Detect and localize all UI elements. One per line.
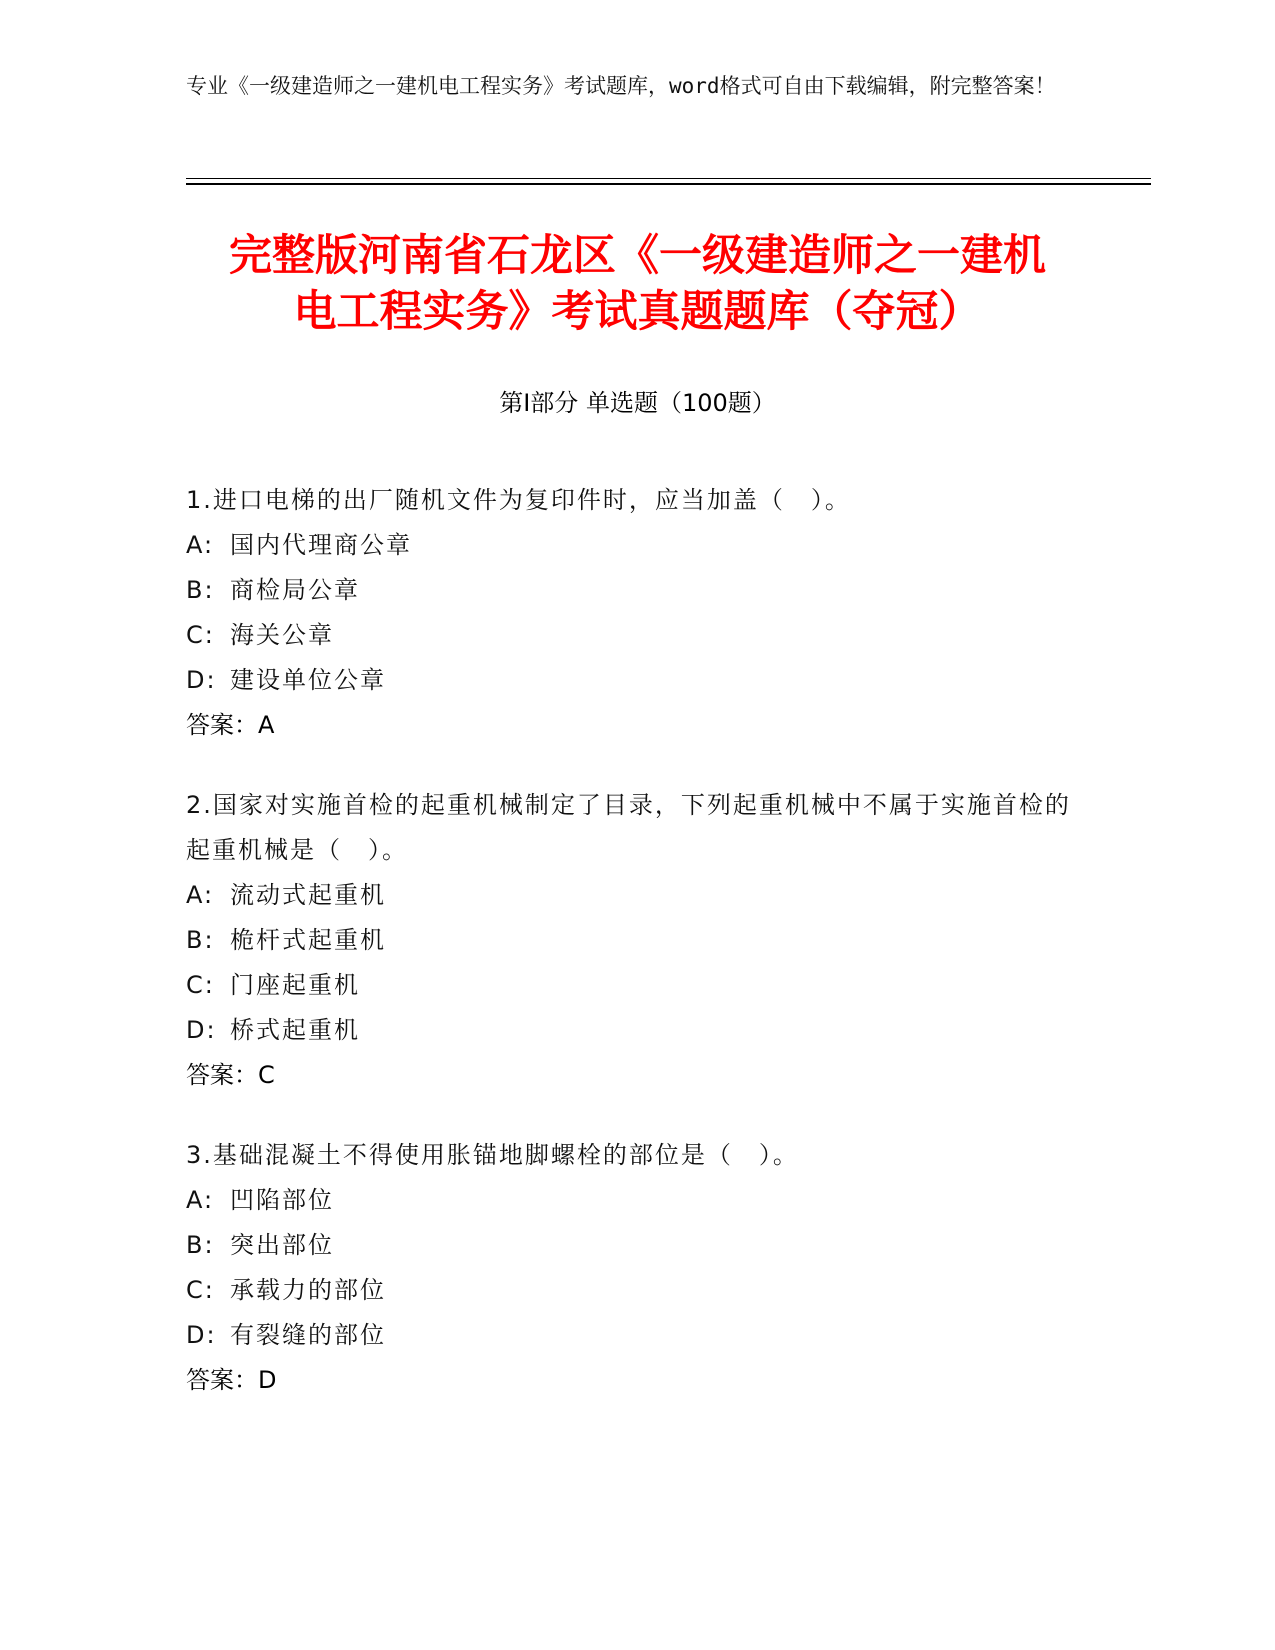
option-text: 海关公章	[230, 621, 334, 649]
question-option-b	[186, 568, 1086, 613]
option-text: 商检局公章	[230, 576, 360, 604]
header-note: 专业《一级建造师之一建机电工程实务》考试题库，word格式可自由下载编辑，附完整答案！	[186, 74, 1056, 98]
option-label: B:	[186, 1231, 215, 1259]
question-option-d	[186, 1008, 1086, 1053]
document-title	[150, 228, 1125, 340]
option-label: C:	[186, 621, 215, 649]
question-option-a	[186, 873, 1086, 918]
option-text: 门座起重机	[230, 971, 360, 999]
question-answer: 答案：D	[186, 1366, 277, 1394]
option-text: 承载力的部位	[230, 1276, 386, 1304]
option-label: C:	[186, 1276, 215, 1304]
question-option-a	[186, 1178, 1086, 1223]
document-title-line-1: 完整版河南省石龙区《一级建造师之一建机	[229, 231, 1046, 281]
option-text: 有裂缝的部位	[230, 1321, 386, 1349]
option-label: A:	[186, 1186, 215, 1214]
question-option-b	[186, 1223, 1086, 1268]
header-rule-thick	[186, 183, 1151, 185]
question-option-d	[186, 658, 1086, 703]
option-text: 突出部位	[230, 1231, 334, 1259]
option-label: D:	[186, 1016, 217, 1044]
option-text: 国内代理商公章	[230, 531, 412, 559]
question-option-c	[186, 1268, 1086, 1313]
option-label: A:	[186, 531, 215, 559]
section-title: 第Ⅰ部分 单选题（100题）	[499, 389, 776, 417]
question-1	[186, 478, 1086, 748]
option-label: A:	[186, 881, 215, 909]
document-title-line-2: 电工程实务》考试真题题库（夺冠）	[293, 287, 982, 337]
question-stem: 1.进口电梯的出厂随机文件为复印件时，应当加盖（ ）。	[186, 486, 851, 514]
question-option-a	[186, 523, 1086, 568]
question-list	[186, 478, 1086, 1438]
option-text: 桅杆式起重机	[230, 926, 386, 954]
option-text: 建设单位公章	[230, 666, 386, 694]
question-stem: 3.基础混凝土不得使用胀锚地脚螺栓的部位是（ ）。	[186, 1141, 799, 1169]
option-label: B:	[186, 926, 215, 954]
question-option-c	[186, 613, 1086, 658]
question-option-d	[186, 1313, 1086, 1358]
question-option-b	[186, 918, 1086, 963]
question-stem: 2.国家对实施首检的起重机械制定了目录，下列起重机械中不属于实施首检的起重机械是（ ）。	[186, 791, 1071, 864]
header-rule-thin	[186, 178, 1151, 179]
option-label: D:	[186, 1321, 217, 1349]
option-label: C:	[186, 971, 215, 999]
option-text: 桥式起重机	[230, 1016, 360, 1044]
question-answer: 答案：C	[186, 1061, 275, 1089]
question-2	[186, 783, 1086, 1098]
option-text: 流动式起重机	[230, 881, 386, 909]
question-3	[186, 1133, 1086, 1403]
question-option-c	[186, 963, 1086, 1008]
option-label: D:	[186, 666, 217, 694]
question-answer: 答案：A	[186, 711, 275, 739]
option-text: 凹陷部位	[230, 1186, 334, 1214]
option-label: B:	[186, 576, 215, 604]
